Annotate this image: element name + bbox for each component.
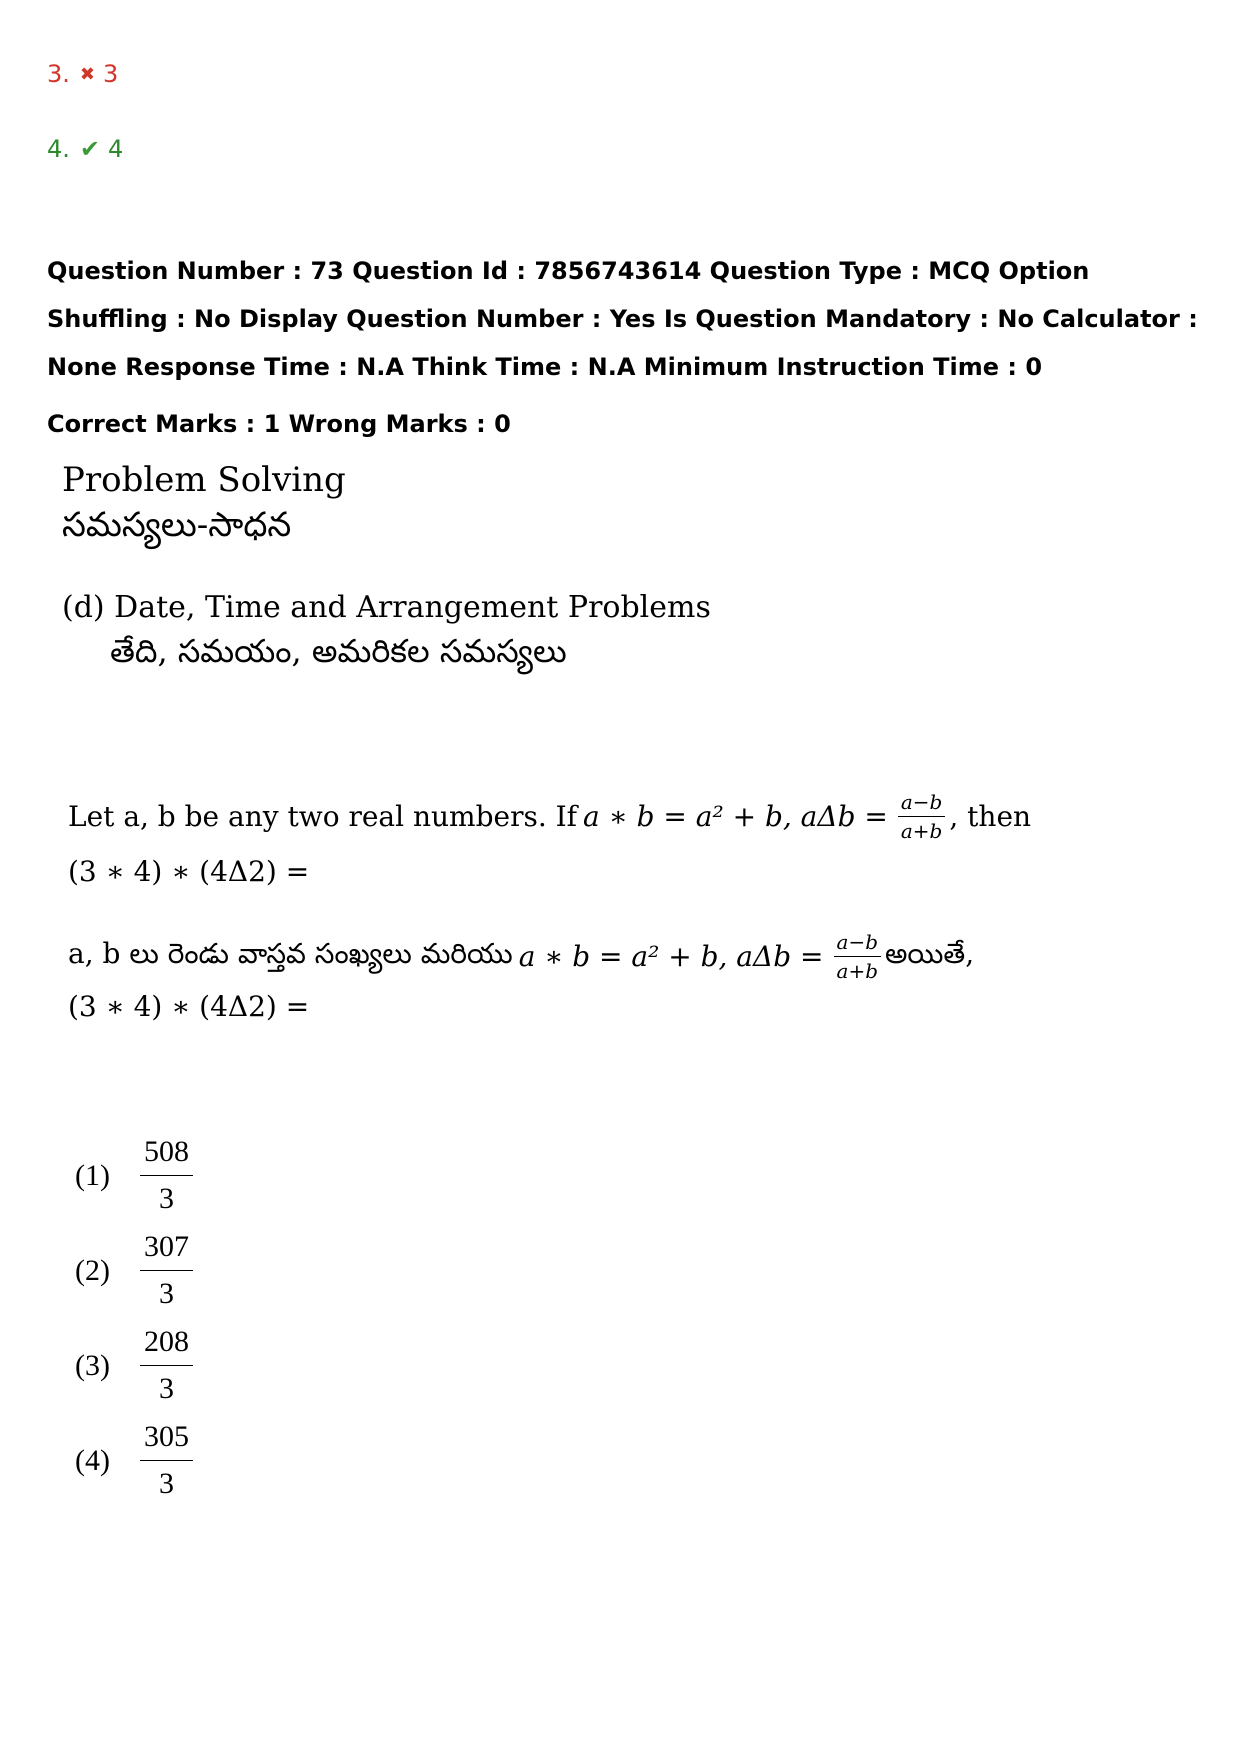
fraction-denominator: a+b <box>900 819 943 843</box>
question-expression-te: a ∗ b = a² + b, aΔb = <box>518 940 824 973</box>
cross-icon: ✖ <box>79 63 95 85</box>
section-title-en: Problem Solving <box>62 460 346 500</box>
question-expression-2-te: (3 ∗ 4) ∗ (4Δ2) = <box>68 990 310 1023</box>
choice-4 <box>75 1420 193 1501</box>
question-expression-2: (3 ∗ 4) ∗ (4Δ2) = <box>68 855 310 888</box>
choice-fraction <box>140 1230 193 1311</box>
choice-fraction <box>140 1420 193 1501</box>
choice-fraction <box>140 1325 193 1406</box>
question-text-en <box>68 790 1031 843</box>
fraction <box>898 790 945 843</box>
fraction-numerator: a−b <box>834 930 881 957</box>
marks-info: Correct Marks : 1 Wrong Marks : 0 <box>47 410 511 438</box>
question-suffix-te: అయితే, <box>885 936 975 970</box>
option-number: 3. <box>47 60 70 88</box>
choice-numerator: 208 <box>140 1325 193 1366</box>
question-prefix-te: a, b లు రెండు వాస్తవ సంఖ్యలు మరియు <box>68 936 513 970</box>
choice-label: (2) <box>75 1253 110 1287</box>
option-3-wrong <box>47 60 118 88</box>
option-value: 4 <box>108 135 124 163</box>
topic-title-te: తేది, సమయం, అమరికల సమస్యలు <box>110 632 567 670</box>
question-expression: a ∗ b = a² + b, aΔb = <box>583 800 888 833</box>
choice-numerator: 508 <box>140 1135 193 1176</box>
choice-3 <box>75 1325 193 1406</box>
option-number: 4. <box>47 135 70 163</box>
choice-1 <box>75 1135 193 1216</box>
section-title-te: సమస్యలు-సాధన <box>62 505 292 545</box>
fraction-te <box>834 930 881 983</box>
option-4-correct <box>47 135 123 163</box>
choice-denominator: 3 <box>159 1372 174 1405</box>
question-prefix: Let a, b be any two real numbers. If <box>68 800 578 833</box>
choice-2 <box>75 1230 193 1311</box>
question-suffix: , then <box>949 800 1032 833</box>
fraction-numerator: a−b <box>898 790 945 817</box>
choice-denominator: 3 <box>159 1277 174 1310</box>
question-metadata: Question Number : 73 Question Id : 7856743614 Question Type : MCQ Option Shuffling : No Display Question Number : Yes Is Question Mandatory : No Calculator : None Response Time : N.A Think Time : N.A Minimum Instruction Time : 0 <box>47 257 1198 381</box>
option-value: 3 <box>103 60 119 88</box>
choice-denominator: 3 <box>159 1467 174 1500</box>
fraction-denominator: a+b <box>836 959 878 983</box>
check-icon: ✔ <box>79 135 101 163</box>
question-text-te <box>68 930 974 983</box>
choice-label: (3) <box>75 1348 110 1382</box>
choice-denominator: 3 <box>159 1182 174 1215</box>
choice-fraction <box>140 1135 193 1216</box>
choice-numerator: 307 <box>140 1230 193 1271</box>
choice-label: (4) <box>75 1443 110 1477</box>
choice-label: (1) <box>75 1158 110 1192</box>
choice-numerator: 305 <box>140 1420 193 1461</box>
topic-title-en: (d) Date, Time and Arrangement Problems <box>62 590 711 625</box>
